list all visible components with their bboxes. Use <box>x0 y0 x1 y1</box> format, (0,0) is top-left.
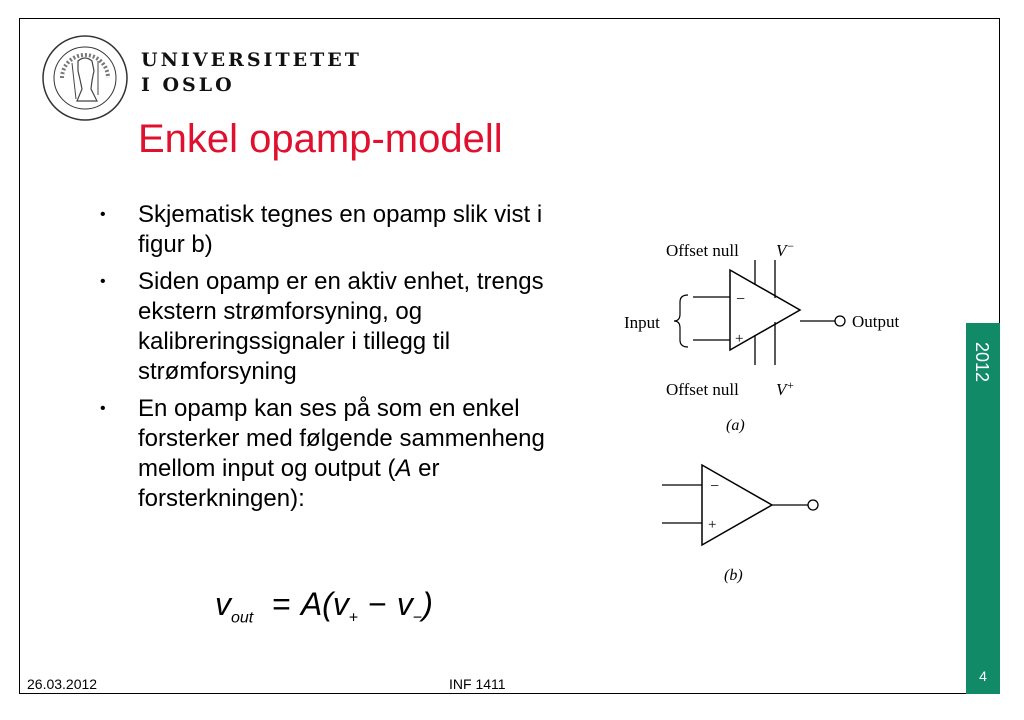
input-brace <box>674 295 688 347</box>
bullet-dot-icon: • <box>100 206 106 223</box>
opamp-b-plus-sign: + <box>708 517 717 533</box>
caption-a: (a) <box>726 417 745 434</box>
university-name-line2: I OSLO <box>141 74 235 96</box>
output-label: Output <box>852 312 900 331</box>
bullet-item <box>98 394 588 514</box>
formula-minus-subscript: − <box>412 609 423 627</box>
bullet-item <box>98 200 588 260</box>
formula-close-paren: ) <box>422 586 433 622</box>
university-wordmark <box>141 48 362 98</box>
output-terminal-a <box>835 316 845 326</box>
bullet-text-after: er forsterkningen): <box>138 455 440 512</box>
bullet-text: Siden opamp er en aktiv enhet, trengs ekstern strømforsyning, og kalibreringssignaler i tillegg til strømforsyning <box>138 268 544 385</box>
bullet-text: Skjematisk tegnes en opamp slik vist i figur b) <box>138 201 543 258</box>
footer-course: INF 1411 <box>449 676 506 692</box>
year-label: 2012 <box>972 342 992 383</box>
formula-open-paren: ( <box>322 586 333 622</box>
formula-minus: − <box>368 586 387 622</box>
formula-vplus: v <box>332 586 349 622</box>
offset-null-top-label: Offset null <box>666 241 739 260</box>
university-seal-logo <box>40 33 130 123</box>
output-terminal-b <box>808 500 818 510</box>
footer-date: 26.03.2012 <box>27 676 98 692</box>
gain-formula <box>215 586 433 627</box>
slide-title: Enkel opamp-modell <box>138 117 503 161</box>
v-minus-label: V− <box>776 239 795 260</box>
bullet-list <box>98 200 588 521</box>
opamp-diagram <box>600 225 940 605</box>
page-number: 4 <box>979 668 987 684</box>
bullet-text-before: En opamp kan ses på som en enkel forsterker med følgende sammenheng mellom input og output ( <box>138 395 545 482</box>
offset-null-bottom-label: Offset null <box>666 380 739 399</box>
formula-out-subscript: out <box>231 609 254 627</box>
caption-b: (b) <box>724 567 743 584</box>
bullet-dot-icon: • <box>100 400 106 417</box>
university-name-line1: UNIVERSITETET <box>141 49 362 71</box>
opamp-a-minus-sign: − <box>736 291 746 308</box>
input-label: Input <box>624 313 660 332</box>
formula-vout: v <box>215 586 231 622</box>
opamp-a-plus-sign: + <box>735 331 744 347</box>
opamp-b-triangle <box>702 465 772 545</box>
formula-equals: = <box>272 586 291 622</box>
v-plus-label: V+ <box>776 378 795 399</box>
formula-vminus: v <box>396 586 413 622</box>
formula-gain: A <box>300 586 323 622</box>
formula-plus-subscript: + <box>348 609 359 627</box>
gain-symbol: A <box>395 455 412 482</box>
bullet-item <box>98 267 588 387</box>
opamp-b-minus-sign: − <box>710 478 720 495</box>
bullet-dot-icon: • <box>100 273 106 290</box>
